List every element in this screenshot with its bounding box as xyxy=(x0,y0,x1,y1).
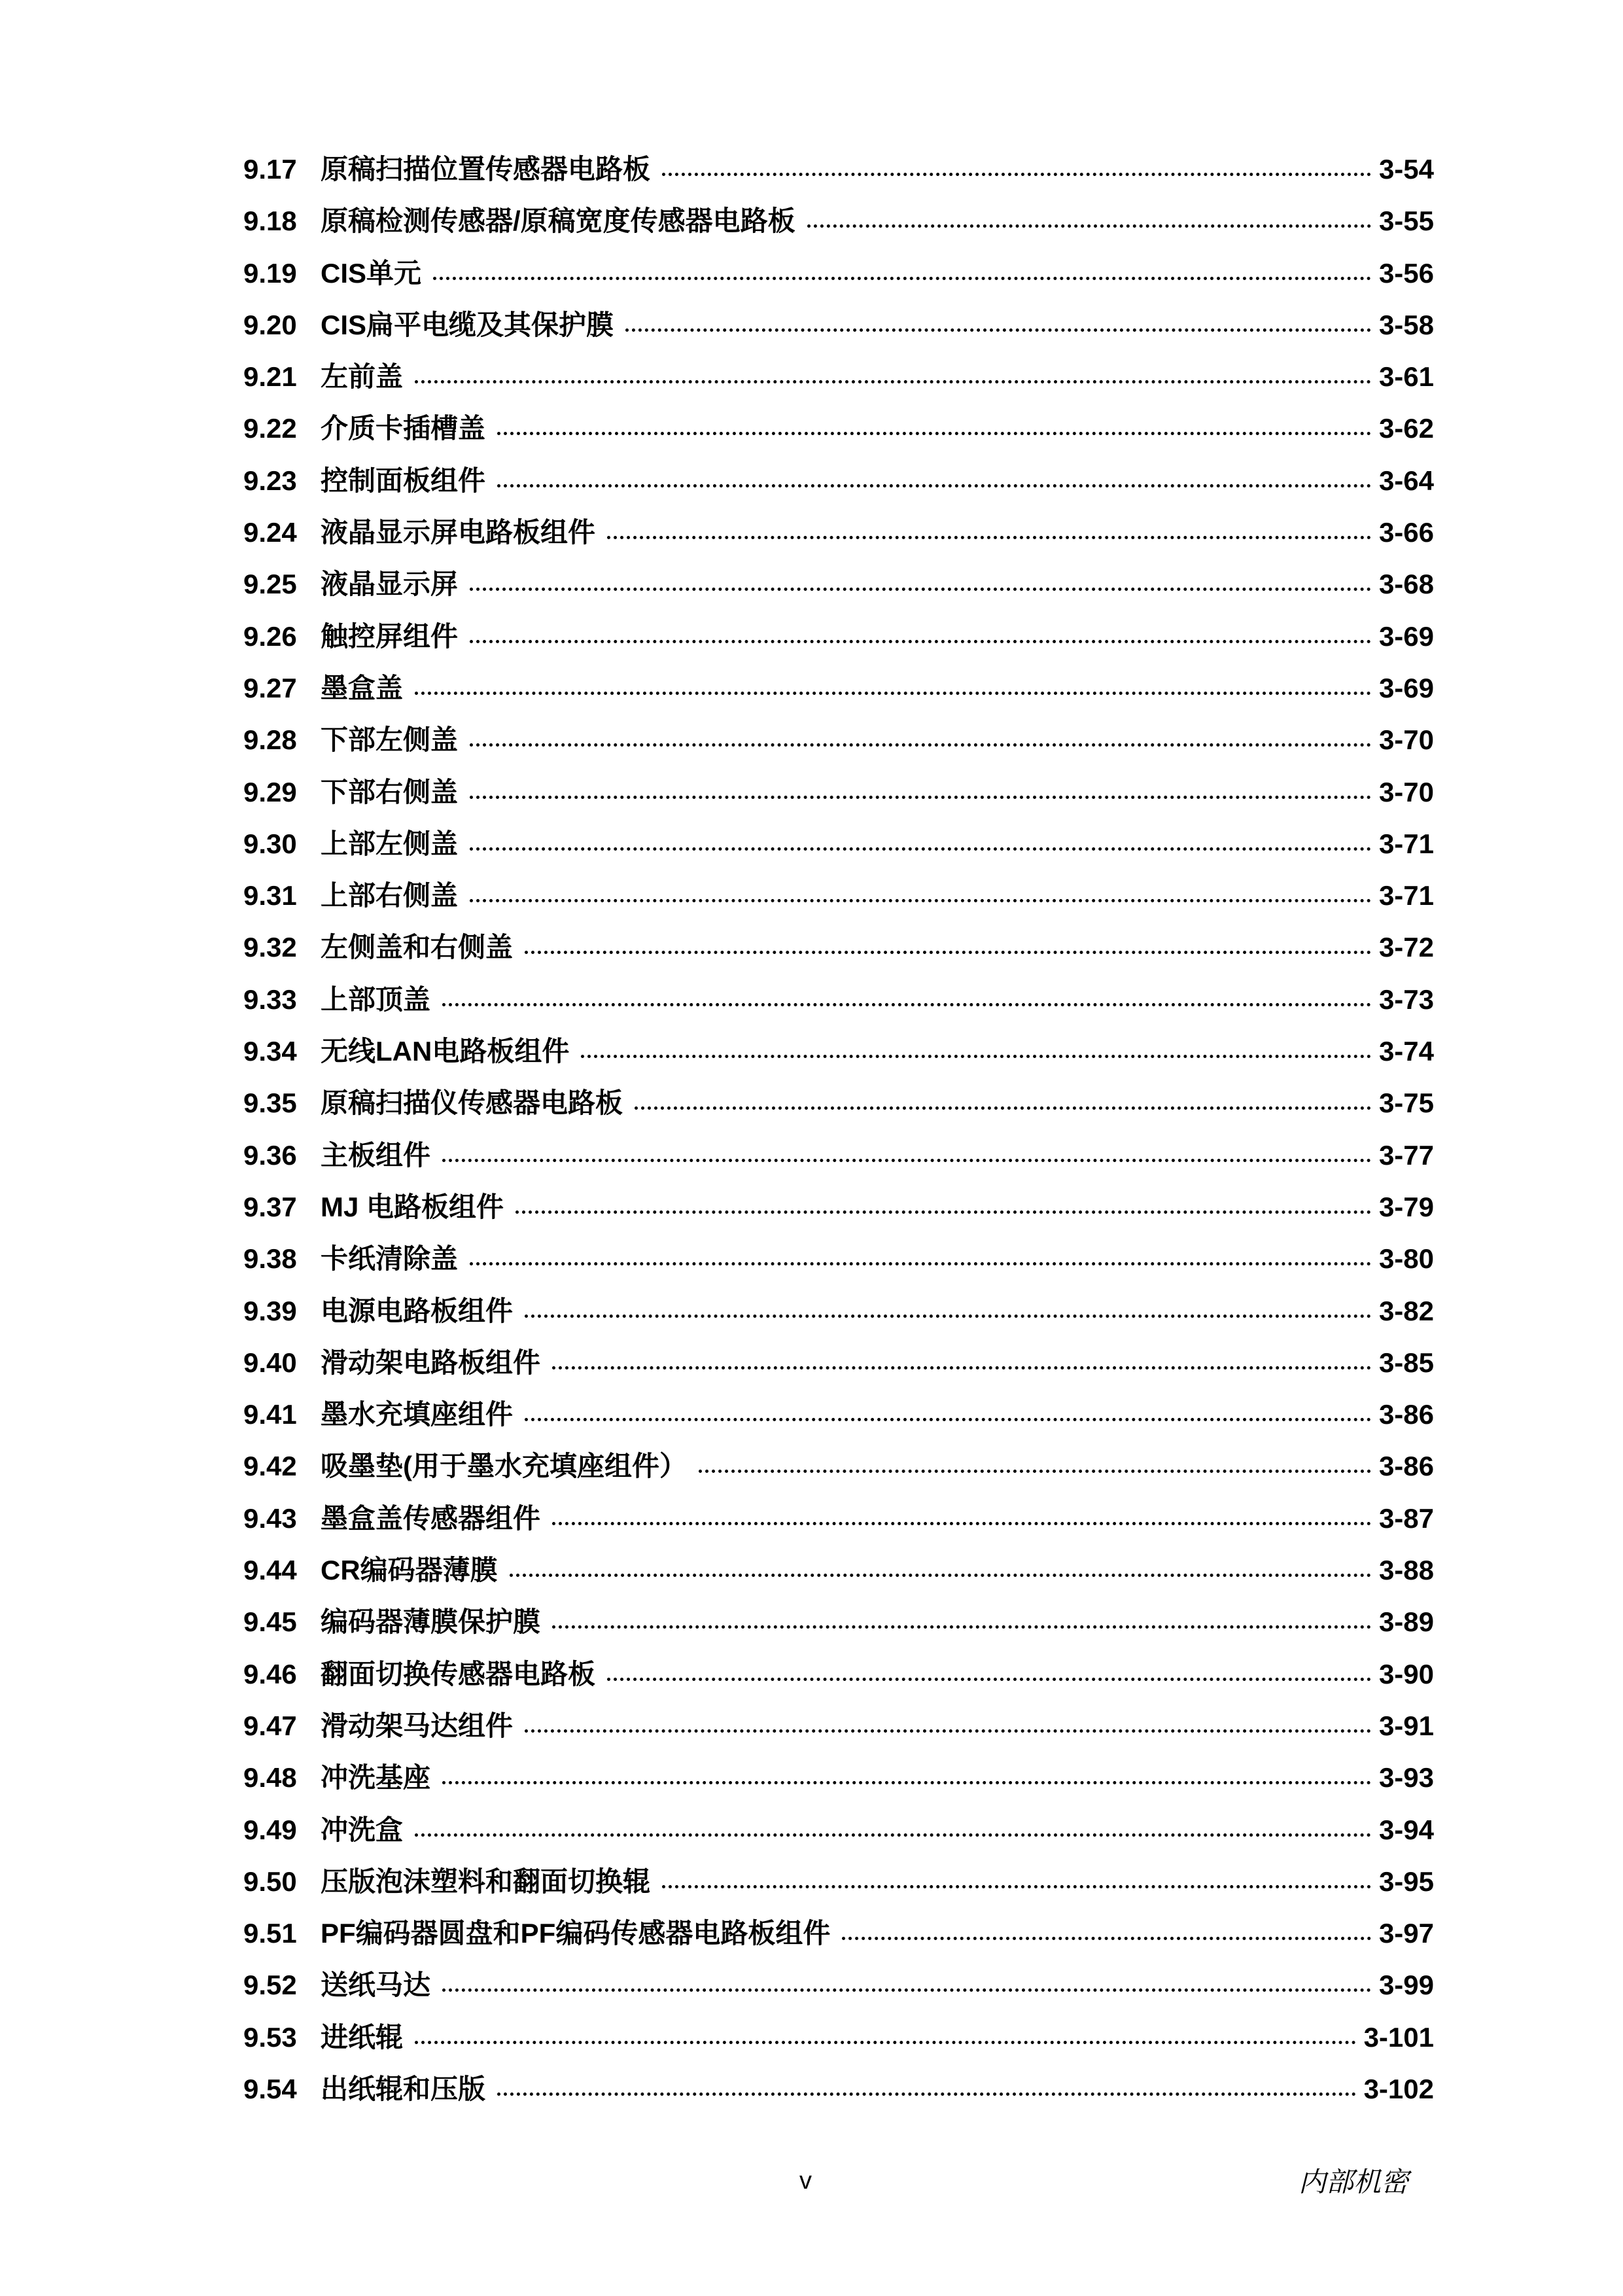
toc-entry-number: 9.52 xyxy=(243,1969,297,2001)
toc-entry-title: 无线LAN电路板组件 xyxy=(321,1036,570,1067)
toc-entry-page: 3-73 xyxy=(1378,983,1434,1015)
toc-leader-dots xyxy=(470,1262,1371,1265)
toc-entry-page: 3-58 xyxy=(1378,309,1434,340)
toc-entry[interactable] xyxy=(243,1497,1434,1549)
toc-entry-number: 9.18 xyxy=(243,205,297,237)
toc-leader-dots xyxy=(442,1988,1371,1992)
toc-entry[interactable] xyxy=(243,771,1434,822)
toc-entry-page: 3-74 xyxy=(1378,1036,1434,1067)
toc-leader-dots xyxy=(552,1522,1371,1525)
toc-entry[interactable] xyxy=(243,1134,1434,1186)
toc-entry-page: 3-79 xyxy=(1378,1191,1434,1222)
toc-entry[interactable] xyxy=(243,1030,1434,1082)
page-number: v xyxy=(799,2167,812,2195)
toc-leader-dots xyxy=(699,1470,1371,1473)
toc-entry[interactable] xyxy=(243,822,1434,874)
toc-leader-dots xyxy=(607,536,1371,539)
toc-entry-number: 9.27 xyxy=(243,672,297,703)
toc-entry-title: 压版泡沫塑料和翻面切换辊 xyxy=(321,1865,651,1897)
confidential-mark: 内部机密 xyxy=(1299,2166,1409,2198)
toc-entry-page: 3-95 xyxy=(1378,1865,1434,1897)
toc-entry-number: 9.29 xyxy=(243,776,297,807)
toc-leader-dots xyxy=(415,692,1371,695)
toc-entry[interactable] xyxy=(243,1600,1434,1652)
toc-entry[interactable] xyxy=(243,718,1434,770)
toc-entry-page: 3-90 xyxy=(1378,1658,1434,1689)
toc-entry[interactable] xyxy=(243,148,1434,200)
toc-leader-dots xyxy=(662,173,1371,176)
toc-entry[interactable] xyxy=(243,1393,1434,1445)
toc-entry-page: 3-70 xyxy=(1378,724,1434,756)
toc-entry-page: 3-82 xyxy=(1378,1295,1434,1326)
toc-entry-page: 3-75 xyxy=(1378,1087,1434,1119)
toc-entry[interactable] xyxy=(243,874,1434,926)
toc-entry[interactable] xyxy=(243,511,1434,563)
toc-entry-number: 9.42 xyxy=(243,1451,297,1482)
toc-entry-title: 滑动架电路板组件 xyxy=(321,1347,541,1378)
toc-entry[interactable] xyxy=(243,1756,1434,1808)
toc-entry[interactable] xyxy=(243,1237,1434,1289)
toc-entry-title: 左侧盖和右侧盖 xyxy=(321,932,514,963)
toc-entry-number: 9.40 xyxy=(243,1347,297,1378)
toc-entry[interactable] xyxy=(243,2068,1434,2119)
toc-entry-number: 9.49 xyxy=(243,1814,297,1845)
toc-entry-number: 9.51 xyxy=(243,1918,297,1949)
toc-entry-number: 9.26 xyxy=(243,620,297,652)
toc-entry-page: 3-86 xyxy=(1378,1399,1434,1430)
toc-entry-title: 翻面切换传感器电路板 xyxy=(321,1658,596,1689)
toc-entry-title: 触控屏组件 xyxy=(321,620,459,652)
toc-entry-page: 3-54 xyxy=(1378,154,1434,185)
toc-leader-dots xyxy=(581,1055,1371,1058)
toc-entry-title: 进纸辊 xyxy=(321,2021,404,2053)
toc-entry-page: 3-71 xyxy=(1378,828,1434,859)
toc-entry-title: 墨水充填座组件 xyxy=(321,1399,514,1430)
toc-entry-number: 9.47 xyxy=(243,1710,297,1741)
toc-entry-number: 9.37 xyxy=(243,1191,297,1222)
toc-entry-page: 3-69 xyxy=(1378,672,1434,703)
toc-leader-dots xyxy=(607,1678,1371,1681)
toc-entry-page: 3-99 xyxy=(1378,1969,1434,2001)
toc-leader-dots xyxy=(470,899,1371,902)
toc-entry[interactable] xyxy=(243,1290,1434,1341)
toc-entry[interactable] xyxy=(243,1912,1434,1964)
toc-entry-page: 3-80 xyxy=(1378,1243,1434,1275)
toc-entry-page: 3-55 xyxy=(1378,205,1434,237)
toc-entry[interactable] xyxy=(243,355,1434,407)
toc-entry-page: 3-66 xyxy=(1378,517,1434,548)
toc-leader-dots xyxy=(470,796,1371,799)
toc-entry-title: 左前盖 xyxy=(321,361,404,393)
toc-entry-title: 上部顶盖 xyxy=(321,983,431,1015)
toc-entry-title: 吸墨垫(用于墨水充填座组件） xyxy=(321,1451,687,1482)
toc-entry-number: 9.23 xyxy=(243,465,297,496)
toc-entry-number: 9.21 xyxy=(243,361,297,393)
toc-leader-dots xyxy=(807,224,1371,228)
toc-leader-dots xyxy=(433,277,1371,280)
toc-entry-title: CR编码器薄膜 xyxy=(321,1555,498,1586)
toc-entry-title: 原稿扫描仪传感器电路板 xyxy=(321,1087,623,1119)
toc-entry-page: 3-87 xyxy=(1378,1502,1434,1534)
toc-entry-number: 9.17 xyxy=(243,154,297,185)
toc-leader-dots xyxy=(552,1366,1371,1369)
toc-leader-dots xyxy=(415,2041,1356,2044)
toc-entry-number: 9.24 xyxy=(243,517,297,548)
toc-entry-number: 9.53 xyxy=(243,2021,297,2053)
toc-entry-number: 9.36 xyxy=(243,1139,297,1171)
toc-entry-page: 3-93 xyxy=(1378,1762,1434,1793)
toc-entry-title: 冲洗盒 xyxy=(321,1814,404,1845)
toc-entry-title: 编码器薄膜保护膜 xyxy=(321,1606,541,1638)
toc-entry[interactable] xyxy=(243,2016,1434,2068)
toc-entry-number: 9.41 xyxy=(243,1399,297,1430)
toc-leader-dots xyxy=(470,640,1371,643)
toc-entry-page: 3-102 xyxy=(1363,2073,1434,2104)
toc-entry-title: PF编码器圆盘和PF编码传感器电路板组件 xyxy=(321,1918,831,1949)
toc-entry-number: 9.31 xyxy=(243,880,297,911)
toc-entry-page: 3-61 xyxy=(1378,361,1434,393)
toc-entry-number: 9.45 xyxy=(243,1606,297,1638)
toc-entry-number: 9.54 xyxy=(243,2073,297,2104)
toc-entry-title: 上部左侧盖 xyxy=(321,828,459,859)
toc-entry-page: 3-70 xyxy=(1378,776,1434,807)
toc-entry[interactable] xyxy=(243,1186,1434,1237)
toc-leader-dots xyxy=(662,1885,1371,1888)
toc-entry[interactable] xyxy=(243,1653,1434,1704)
toc-leader-dots xyxy=(442,1159,1371,1162)
toc-leader-dots xyxy=(525,1418,1371,1421)
toc-entry-number: 9.34 xyxy=(243,1036,297,1067)
toc-entry[interactable] xyxy=(243,615,1434,667)
toc-entry-page: 3-72 xyxy=(1378,932,1434,963)
toc-entry-page: 3-97 xyxy=(1378,1918,1434,1949)
toc-entry[interactable] xyxy=(243,1860,1434,1912)
toc-leader-dots xyxy=(525,1729,1371,1733)
toc-entry-number: 9.20 xyxy=(243,309,297,340)
toc-entry-title: 主板组件 xyxy=(321,1139,431,1171)
toc-entry-title: 卡纸清除盖 xyxy=(321,1243,459,1275)
toc-entry-number: 9.35 xyxy=(243,1087,297,1119)
toc-entry-number: 9.33 xyxy=(243,983,297,1015)
toc-entry[interactable] xyxy=(243,1445,1434,1496)
toc-entry[interactable] xyxy=(243,200,1434,251)
toc-entry[interactable] xyxy=(243,1341,1434,1393)
toc-entry-number: 9.30 xyxy=(243,828,297,859)
toc-entry[interactable] xyxy=(243,407,1434,459)
toc-entry-title: 控制面板组件 xyxy=(321,465,486,496)
toc-entry-title: 下部右侧盖 xyxy=(321,776,459,807)
toc-entry[interactable] xyxy=(243,304,1434,355)
toc-leader-dots xyxy=(552,1625,1371,1629)
toc-entry-number: 9.46 xyxy=(243,1658,297,1689)
toc-entry-number: 9.19 xyxy=(243,257,297,289)
toc-leader-dots xyxy=(525,1315,1371,1318)
toc-leader-dots xyxy=(842,1937,1371,1940)
toc-entry[interactable] xyxy=(243,1809,1434,1860)
toc-entry-page: 3-94 xyxy=(1378,1814,1434,1845)
toc-entry-title: 液晶显示屏电路板组件 xyxy=(321,517,596,548)
toc-entry-title: 原稿检测传感器/原稿宽度传感器电路板 xyxy=(321,205,795,237)
toc-leader-dots xyxy=(470,847,1371,851)
toc-entry[interactable] xyxy=(243,252,1434,304)
toc-entry-title: MJ 电路板组件 xyxy=(321,1191,504,1222)
toc-entry-title: 墨盒盖 xyxy=(321,672,404,703)
toc-entry-number: 9.44 xyxy=(243,1555,297,1586)
toc-leader-dots xyxy=(442,1781,1371,1784)
toc-leader-dots xyxy=(497,484,1371,487)
toc-entry-page: 3-85 xyxy=(1378,1347,1434,1378)
toc-entry-page: 3-62 xyxy=(1378,413,1434,444)
toc-entry-page: 3-71 xyxy=(1378,880,1434,911)
toc-leader-dots xyxy=(415,1833,1371,1837)
toc-entry[interactable] xyxy=(243,1704,1434,1756)
toc-entry-number: 9.48 xyxy=(243,1762,297,1793)
toc-entry-page: 3-101 xyxy=(1363,2021,1434,2053)
toc-entry-page: 3-77 xyxy=(1378,1139,1434,1171)
toc-entry-page: 3-86 xyxy=(1378,1451,1434,1482)
toc-entry-title: 送纸马达 xyxy=(321,1969,431,2001)
toc-leader-dots xyxy=(525,951,1371,954)
toc-leader-dots xyxy=(625,328,1371,332)
toc-leader-dots xyxy=(510,1574,1371,1577)
toc-entry-number: 9.43 xyxy=(243,1502,297,1534)
toc-leader-dots xyxy=(635,1106,1371,1110)
toc-leader-dots xyxy=(497,432,1371,435)
toc-leader-dots xyxy=(442,1003,1371,1006)
toc-leader-dots xyxy=(497,2093,1356,2096)
toc-entry-title: 上部右侧盖 xyxy=(321,880,459,911)
toc-entry[interactable] xyxy=(243,1082,1434,1133)
toc-entry-title: 电源电路板组件 xyxy=(321,1295,514,1326)
toc-entry-title: 介质卡插槽盖 xyxy=(321,413,486,444)
toc-entry-number: 9.25 xyxy=(243,569,297,600)
toc-entry-number: 9.50 xyxy=(243,1865,297,1897)
toc-entry[interactable] xyxy=(243,459,1434,511)
toc-entry-number: 9.22 xyxy=(243,413,297,444)
table-of-contents xyxy=(243,148,1434,2119)
toc-entry-title: CIS扁平电缆及其保护膜 xyxy=(321,309,614,340)
toc-entry-title: 液晶显示屏 xyxy=(321,569,459,600)
toc-entry-title: 冲洗基座 xyxy=(321,1762,431,1793)
toc-entry-number: 9.39 xyxy=(243,1295,297,1326)
toc-entry-page: 3-56 xyxy=(1378,257,1434,289)
toc-entry-title: 原稿扫描位置传感器电路板 xyxy=(321,154,651,185)
toc-entry[interactable] xyxy=(243,1964,1434,2015)
toc-entry[interactable] xyxy=(243,1549,1434,1600)
toc-leader-dots xyxy=(515,1210,1371,1214)
toc-entry-page: 3-88 xyxy=(1378,1555,1434,1586)
toc-entry-number: 9.32 xyxy=(243,932,297,963)
toc-entry[interactable] xyxy=(243,926,1434,978)
toc-entry-page: 3-68 xyxy=(1378,569,1434,600)
toc-entry-page: 3-69 xyxy=(1378,620,1434,652)
toc-entry[interactable] xyxy=(243,667,1434,718)
toc-entry[interactable] xyxy=(243,978,1434,1030)
toc-entry-title: CIS单元 xyxy=(321,257,422,289)
toc-entry-number: 9.38 xyxy=(243,1243,297,1275)
toc-entry-page: 3-64 xyxy=(1378,465,1434,496)
toc-leader-dots xyxy=(470,588,1371,591)
toc-entry-title: 下部左侧盖 xyxy=(321,724,459,756)
toc-entry[interactable] xyxy=(243,563,1434,614)
toc-entry-page: 3-89 xyxy=(1378,1606,1434,1638)
toc-leader-dots xyxy=(470,743,1371,747)
toc-entry-page: 3-91 xyxy=(1378,1710,1434,1741)
toc-entry-title: 滑动架马达组件 xyxy=(321,1710,514,1741)
toc-leader-dots xyxy=(415,380,1371,383)
toc-entry-title: 墨盒盖传感器组件 xyxy=(321,1502,541,1534)
toc-entry-title: 出纸辊和压版 xyxy=(321,2073,486,2104)
toc-entry-number: 9.28 xyxy=(243,724,297,756)
